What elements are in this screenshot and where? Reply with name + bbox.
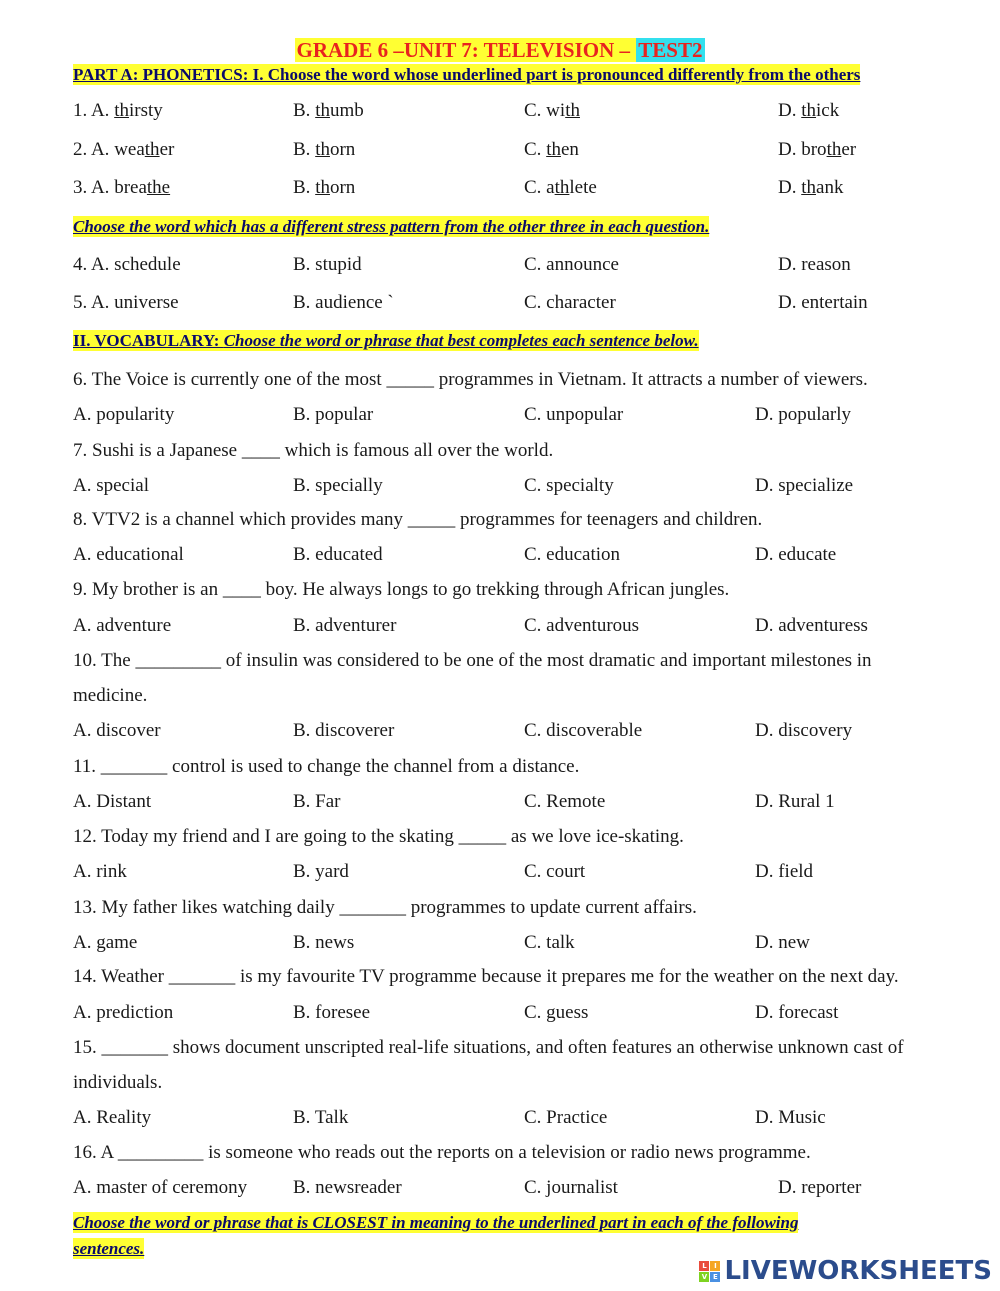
closest-heading-line2: sentences.	[73, 1239, 145, 1258]
option-b[interactable]: B. Far	[293, 791, 341, 812]
option-d: D. thick	[778, 100, 840, 121]
page-title	[0, 38, 1000, 62]
option-d[interactable]: D. popularly	[755, 404, 852, 425]
option-b[interactable]: B. news	[293, 932, 355, 953]
question-14: 14. Weather _______ is my favourite TV programme because it prepares me for the weather on the next day.	[73, 966, 899, 987]
option-b[interactable]: B. popular	[293, 404, 374, 425]
option-c: C. announce	[524, 254, 619, 275]
question-15-cont: individuals.	[73, 1072, 163, 1093]
option-c[interactable]: C. education	[524, 544, 621, 565]
question-7: 7. Sushi is a Japanese ____ which is famous all over the world.	[73, 440, 554, 461]
option-b[interactable]: B. educated	[293, 544, 383, 565]
option-c[interactable]: C. Practice	[524, 1107, 608, 1128]
logo-text: LIVEWORKSHEETS	[724, 1256, 992, 1286]
option-b: B. audience `	[293, 292, 394, 313]
question-10-cont: medicine.	[73, 685, 148, 706]
option-b[interactable]: B. yard	[293, 861, 349, 882]
liveworksheets-logo	[699, 1256, 992, 1286]
option-a[interactable]: A. rink	[73, 861, 127, 882]
option-d[interactable]: D. adventuress	[755, 615, 868, 636]
option-b: B. thumb	[293, 100, 364, 121]
option-c[interactable]: C. specialty	[524, 475, 614, 496]
option-d[interactable]: D. reporter	[778, 1177, 862, 1198]
option-b: B. thorn	[293, 139, 356, 160]
option-d[interactable]: D. Music	[755, 1107, 826, 1128]
option-b: B. stupid	[293, 254, 362, 275]
option-b[interactable]: B. specially	[293, 475, 383, 496]
option-b[interactable]: B. Talk	[293, 1107, 349, 1128]
option-a: 1. A. thirsty	[73, 100, 163, 121]
option-c[interactable]: C. talk	[524, 932, 575, 953]
option-d[interactable]: D. specialize	[755, 475, 854, 496]
title-test: TEST2	[638, 38, 703, 62]
option-d[interactable]: D. new	[755, 932, 810, 953]
logo-mark-icon: L I V E	[699, 1261, 720, 1282]
option-a[interactable]: A. game	[73, 932, 138, 953]
option-d[interactable]: D. educate	[755, 544, 837, 565]
option-a: 5. A. universe	[73, 292, 179, 313]
option-a[interactable]: A. prediction	[73, 1002, 174, 1023]
option-b[interactable]: B. discoverer	[293, 720, 395, 741]
option-d: D. entertain	[778, 292, 868, 313]
option-c[interactable]: C. court	[524, 861, 586, 882]
option-d[interactable]: D. Rural 1	[755, 791, 835, 812]
question-15: 15. _______ shows document unscripted real-life situations, and often features an otherwise unknown cast of	[73, 1037, 904, 1058]
title-main: GRADE 6 –UNIT 7: TELEVISION –	[296, 38, 636, 62]
option-b[interactable]: B. foresee	[293, 1002, 371, 1023]
question-12: 12. Today my friend and I are going to the skating _____ as we love ice-skating.	[73, 826, 684, 847]
option-a[interactable]: A. educational	[73, 544, 184, 565]
part-a-heading: PART A: PHONETICS: I. Choose the word whose underlined part is pronounced differently from the others	[73, 65, 861, 84]
question-11: 11. _______ control is used to change the channel from a distance.	[73, 756, 580, 777]
option-d: D. thank	[778, 177, 844, 198]
question-9: 9. My brother is an ____ boy. He always longs to go trekking through African jungles.	[73, 579, 730, 600]
option-d[interactable]: D. field	[755, 861, 814, 882]
option-d[interactable]: D. discovery	[755, 720, 853, 741]
vocabulary-heading: II. VOCABULARY: Choose the word or phrase that best completes each sentence below.	[73, 331, 699, 350]
option-a: 4. A. schedule	[73, 254, 181, 275]
option-a[interactable]: A. discover	[73, 720, 161, 741]
option-c[interactable]: C. unpopular	[524, 404, 624, 425]
question-13: 13. My father likes watching daily _______ programmes to update current affairs.	[73, 897, 697, 918]
option-c: C. athlete	[524, 177, 597, 198]
option-a[interactable]: A. master of ceremony	[73, 1177, 248, 1198]
option-b[interactable]: B. newsreader	[293, 1177, 402, 1198]
option-a[interactable]: A. adventure	[73, 615, 172, 636]
option-b: B. thorn	[293, 177, 356, 198]
question-10: 10. The _________ of insulin was considered to be one of the most dramatic and important milestones in	[73, 650, 872, 671]
option-b[interactable]: B. adventurer	[293, 615, 397, 636]
option-c[interactable]: C. discoverable	[524, 720, 643, 741]
option-c: C. character	[524, 292, 616, 313]
option-d: D. reason	[778, 254, 851, 275]
option-c[interactable]: C. journalist	[524, 1177, 618, 1198]
question-16: 16. A _________ is someone who reads out the reports on a television or radio news programme.	[73, 1142, 811, 1163]
option-a[interactable]: A. special	[73, 475, 149, 496]
stress-heading: Choose the word which has a different stress pattern from the other three in each question.	[73, 217, 710, 236]
option-a[interactable]: A. Reality	[73, 1107, 152, 1128]
closest-heading-line1: Choose the word or phrase that is CLOSEST in meaning to the underlined part in each of the following	[73, 1213, 799, 1232]
option-c: C. with	[524, 100, 580, 121]
option-a[interactable]: A. popularity	[73, 404, 175, 425]
question-6: 6. The Voice is currently one of the most _____ programmes in Vietnam. It attracts a number of viewers.	[73, 369, 868, 390]
option-c: C. then	[524, 139, 579, 160]
option-d[interactable]: D. forecast	[755, 1002, 839, 1023]
option-d: D. brother	[778, 139, 857, 160]
option-a[interactable]: A. Distant	[73, 791, 152, 812]
option-a: 2. A. weather	[73, 139, 175, 160]
option-c[interactable]: C. adventurous	[524, 615, 640, 636]
option-a: 3. A. breathe	[73, 177, 171, 198]
option-c[interactable]: C. Remote	[524, 791, 606, 812]
question-8: 8. VTV2 is a channel which provides many _____ programmes for teenagers and children.	[73, 509, 763, 530]
option-c[interactable]: C. guess	[524, 1002, 589, 1023]
